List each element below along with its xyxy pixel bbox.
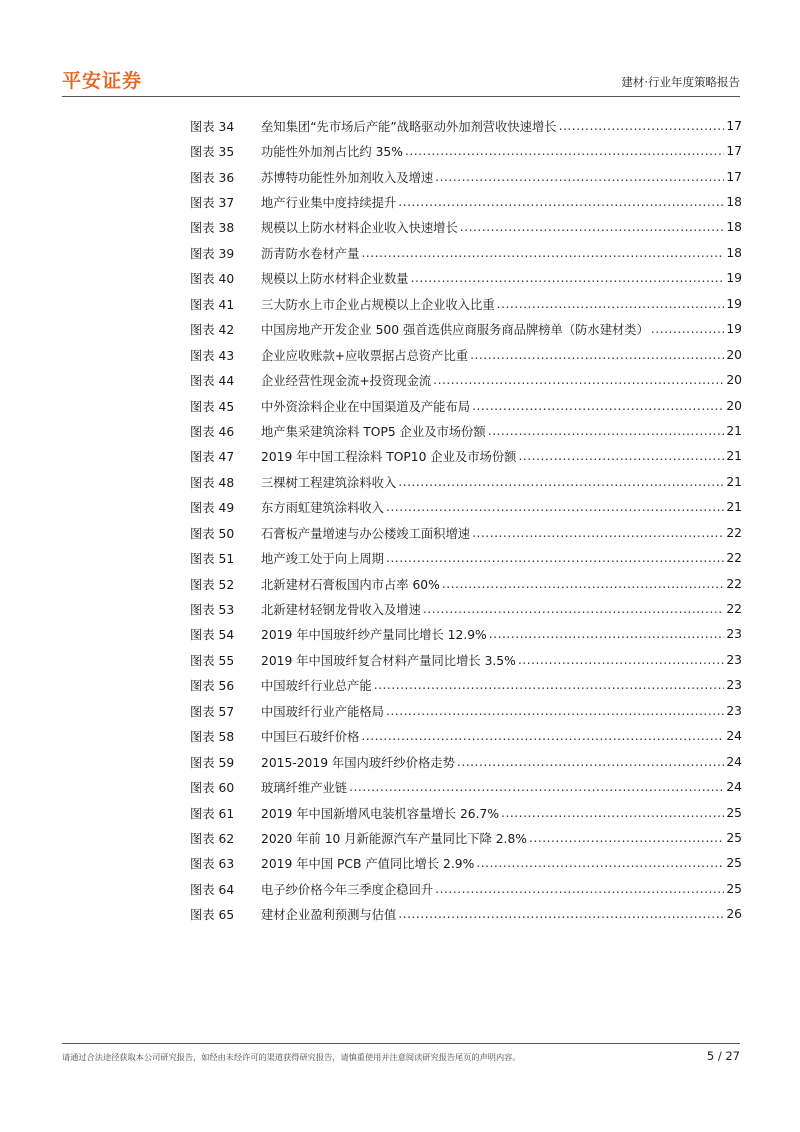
toc-entry-title: 2019 年中国工程涂料 TOP10 企业及市场份额 [261,450,517,465]
toc-entry-title: 北新建材轻钢龙骨收入及增速 [261,603,421,618]
toc-entry[interactable] [190,520,742,545]
toc-entry[interactable] [190,622,742,647]
toc-entry-page: 24 [726,754,742,769]
toc-entry[interactable] [190,291,742,316]
toc-entry-page: 24 [726,729,742,744]
table-of-figures [190,113,742,927]
toc-entry-label: 图表 43 [190,348,235,363]
toc-leader-dots [497,297,725,311]
toc-entry-title: 垒知集团“先市场后产能”战略驱动外加剂营收快速增长 [261,119,557,134]
toc-entry[interactable] [190,215,742,240]
toc-entry[interactable] [190,647,742,672]
toc-entry[interactable] [190,698,742,723]
report-type: 建材·行业年度策略报告 [621,75,740,89]
toc-entry-label: 图表 41 [190,297,235,312]
toc-entry-label: 图表 58 [190,730,235,745]
toc-leader-dots [476,856,724,870]
toc-leader-dots [349,780,724,794]
toc-entry-title: 中国玻纤行业总产能 [261,679,372,694]
toc-leader-dots [559,119,725,133]
toc-entry-title: 建材企业盈利预测与估值 [261,908,397,923]
toc-entry[interactable] [190,240,742,265]
toc-entry[interactable] [190,596,742,621]
toc-leader-dots [361,246,724,260]
toc-entry-title: 功能性外加剂占比约 35% [261,145,403,160]
footer-divider [62,1043,740,1044]
toc-leader-dots [374,678,725,692]
toc-entry[interactable] [190,164,742,189]
toc-entry-label: 图表 64 [190,882,235,897]
toc-leader-dots [386,500,724,514]
toc-entry[interactable] [190,724,742,749]
toc-leader-dots [457,755,724,769]
toc-entry-title: 中国玻纤行业产能格局 [261,704,384,719]
toc-entry-label: 图表 60 [190,781,235,796]
toc-entry[interactable] [190,138,742,163]
toc-entry-title: 玻璃纤维产业链 [261,781,348,796]
toc-entry-title: 东方雨虹建筑涂料收入 [261,501,384,516]
toc-leader-dots [442,577,725,591]
toc-entry[interactable] [190,189,742,214]
toc-entry-label: 图表 52 [190,577,235,592]
toc-entry[interactable] [190,495,742,520]
toc-entry[interactable] [190,317,742,342]
toc-entry-title: 2020 年前 10 月新能源汽车产量同比下降 2.8% [261,831,527,846]
toc-entry-label: 图表 35 [190,145,235,160]
toc-entry-page: 21 [726,474,742,489]
toc-entry-label: 图表 42 [190,323,235,338]
toc-entry-label: 图表 44 [190,374,235,389]
toc-entry-label: 图表 36 [190,170,235,185]
toc-entry-label: 图表 38 [190,221,235,236]
toc-entry-label: 图表 54 [190,628,235,643]
toc-leader-dots [435,170,724,184]
toc-entry-title: 2019 年中国新增风电装机容量增长 26.7% [261,806,500,821]
page-number: 5 / 27 [706,1049,740,1063]
toc-leader-dots [435,882,724,896]
toc-entry-page: 21 [726,500,742,515]
toc-leader-dots [411,271,725,285]
toc-leader-dots [488,424,725,438]
toc-entry[interactable] [190,825,742,850]
toc-entry-title: 地产集采建筑涂料 TOP5 企业及市场份额 [261,424,486,439]
toc-entry-title: 规模以上防水材料企业数量 [261,272,409,287]
toc-entry-label: 图表 65 [190,908,235,923]
toc-entry-label: 图表 61 [190,806,235,821]
toc-entry-label: 图表 59 [190,755,235,770]
toc-entry-title: 2019 年中国 PCB 产值同比增长 2.9% [261,857,475,872]
toc-leader-dots [518,449,724,463]
toc-entry-label: 图表 34 [190,119,235,134]
toc-entry[interactable] [190,367,742,392]
toc-entry-title: 规模以上防水材料企业收入快速增长 [261,221,458,236]
toc-entry[interactable] [190,851,742,876]
toc-entry-label: 图表 40 [190,272,235,287]
toc-entry-page: 17 [726,169,742,184]
toc-entry-page: 24 [726,780,742,795]
toc-entry-title: 2019 年中国玻纤复合材料产量同比增长 3.5% [261,653,516,668]
toc-entry-label: 图表 56 [190,679,235,694]
toc-entry[interactable] [190,571,742,596]
toc-entry-page: 25 [726,881,742,896]
toc-entry-page: 20 [726,398,742,413]
toc-leader-dots [433,373,724,387]
toc-entry-page: 23 [726,652,742,667]
toc-leader-dots [518,653,725,667]
toc-entry[interactable] [190,673,742,698]
toc-entry-page: 19 [726,322,742,337]
toc-entry[interactable] [190,749,742,774]
toc-leader-dots [386,551,724,565]
toc-entry-page: 21 [726,449,742,464]
toc-entry[interactable] [190,545,742,570]
toc-entry-label: 图表 47 [190,450,235,465]
toc-entry[interactable] [190,902,742,927]
toc-entry-page: 23 [726,627,742,642]
toc-entry-title: 地产行业集中度持续提升 [261,196,397,211]
toc-entry-title: 北新建材石膏板国内市占率 60% [261,577,440,592]
toc-entry-page: 22 [726,576,742,591]
toc-leader-dots [529,831,724,845]
toc-entry-label: 图表 50 [190,526,235,541]
toc-entry-page: 20 [726,347,742,362]
toc-leader-dots [361,729,724,743]
toc-entry-page: 25 [726,830,742,845]
toc-entry[interactable] [190,774,742,799]
toc-entry-title: 中外资涂料企业在中国渠道及产能布局 [261,399,471,414]
toc-entry-page: 18 [726,220,742,235]
toc-entry[interactable] [190,342,742,367]
toc-leader-dots [423,602,724,616]
toc-entry-title: 三棵树工程建筑涂料收入 [261,475,397,490]
toc-entry-label: 图表 57 [190,704,235,719]
toc-entry-page: 20 [726,373,742,388]
toc-entry-page: 17 [726,144,742,159]
toc-entry-title: 三大防水上市企业占规模以上企业收入比重 [261,297,495,312]
toc-entry-page: 19 [726,271,742,286]
toc-entry-label: 图表 45 [190,399,235,414]
toc-entry-label: 图表 46 [190,424,235,439]
toc-entry-label: 图表 53 [190,603,235,618]
toc-entry-title: 地产竣工处于向上周期 [261,552,384,567]
toc-leader-dots [460,220,725,234]
toc-entry-page: 19 [726,296,742,311]
toc-leader-dots [651,322,724,336]
toc-entry-label: 图表 55 [190,653,235,668]
toc-entry[interactable] [190,469,742,494]
toc-entry-title: 企业经营性现金流+投资现金流 [261,374,432,389]
toc-entry-page: 25 [726,856,742,871]
footer-disclaimer: 请通过合法途径获取本公司研究报告，如经由未经许可的渠道获得研究报告，请慎重使用并注意阅读研究报告尾页的声明内容。 [62,1052,521,1062]
toc-leader-dots [386,704,724,718]
page-header [62,62,740,92]
toc-entry[interactable] [190,444,742,469]
toc-leader-dots [398,195,724,209]
toc-entry-title: 2015-2019 年国内玻纤纱价格走势 [261,755,455,770]
toc-entry[interactable] [190,418,742,443]
toc-entry-label: 图表 37 [190,196,235,211]
company-logo: 平安证券 [62,70,143,92]
toc-entry-label: 图表 48 [190,475,235,490]
toc-leader-dots [398,907,724,921]
toc-leader-dots [470,348,724,362]
toc-entry-title: 企业应收账款+应收票据占总资产比重 [261,348,469,363]
toc-leader-dots [472,399,724,413]
toc-entry-page: 22 [726,551,742,566]
toc-entry-page: 23 [726,678,742,693]
toc-entry-page: 17 [726,118,742,133]
header-divider [62,96,740,97]
toc-entry[interactable] [190,800,742,825]
toc-leader-dots [489,627,725,641]
toc-leader-dots [398,475,724,489]
toc-entry[interactable] [190,876,742,901]
toc-entry-title: 中国巨石玻纤价格 [261,730,360,745]
toc-entry-page: 23 [726,703,742,718]
toc-entry[interactable] [190,113,742,138]
toc-entry-page: 25 [726,805,742,820]
toc-entry-label: 图表 62 [190,831,235,846]
toc-entry-title: 2019 年中国玻纤纱产量同比增长 12.9% [261,628,487,643]
toc-leader-dots [405,144,724,158]
toc-entry-page: 26 [726,907,742,922]
toc-entry-title: 苏博特功能性外加剂收入及增速 [261,170,434,185]
toc-entry-title: 石膏板产量增速与办公楼竣工面积增速 [261,526,471,541]
toc-entry-page: 18 [726,245,742,260]
toc-entry-title: 中国房地产开发企业 500 强首选供应商服务商品牌榜单（防水建材类） [261,323,649,338]
toc-leader-dots [501,806,724,820]
toc-entry-label: 图表 49 [190,501,235,516]
toc-leader-dots [472,526,724,540]
toc-entry[interactable] [190,393,742,418]
toc-entry[interactable] [190,266,742,291]
toc-entry-page: 21 [726,423,742,438]
toc-entry-title: 电子纱价格今年三季度企稳回升 [261,882,434,897]
toc-entry-page: 22 [726,602,742,617]
toc-entry-label: 图表 39 [190,246,235,261]
toc-entry-label: 图表 51 [190,552,235,567]
toc-entry-page: 18 [726,195,742,210]
toc-entry-label: 图表 63 [190,857,235,872]
toc-entry-page: 22 [726,525,742,540]
toc-entry-title: 沥青防水卷材产量 [261,246,360,261]
